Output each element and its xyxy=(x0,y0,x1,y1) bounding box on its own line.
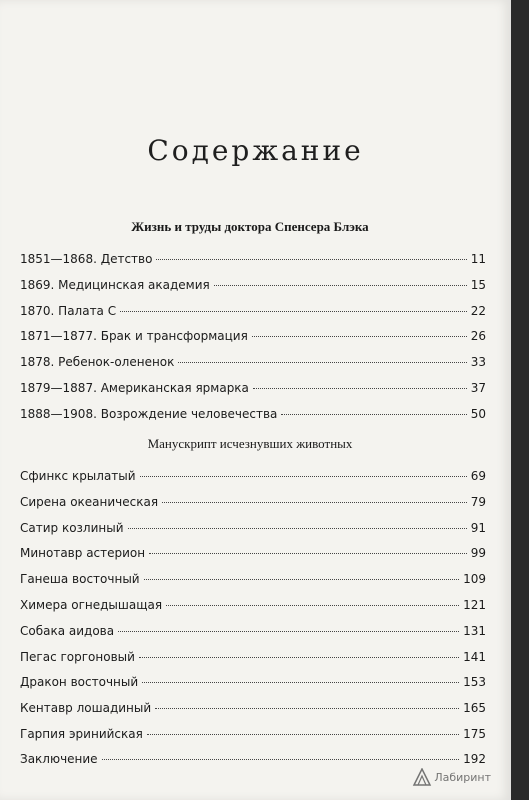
dot-leader xyxy=(142,682,459,683)
toc-entry-page: 121 xyxy=(463,597,486,612)
toc-entry xyxy=(20,521,486,547)
toc-entry-label: Сатир козлиный xyxy=(20,520,124,535)
toc-entry-page: 165 xyxy=(463,701,486,716)
toc-entry-page: 50 xyxy=(470,406,486,421)
toc-entry-label: Гарпия эринийская xyxy=(20,726,143,741)
toc-entry xyxy=(20,701,486,727)
toc-entry xyxy=(20,329,486,355)
dot-leader xyxy=(128,528,467,529)
page-title: Содержание xyxy=(147,134,364,167)
toc-entry xyxy=(20,355,486,381)
dot-leader xyxy=(149,553,467,554)
toc-entry-page: 69 xyxy=(470,469,486,483)
toc-entry-label: Дракон восточный xyxy=(20,675,139,690)
watermark-text: Лабиринт xyxy=(434,770,491,784)
toc-entry-label: Пегас горгоновый xyxy=(20,649,135,664)
toc-entry-label: 1851—1868. Детство xyxy=(20,252,153,266)
labirint-watermark xyxy=(412,768,491,786)
toc-entry-label: 1888—1908. Возрождение человечества xyxy=(20,406,278,421)
dot-leader xyxy=(156,259,466,260)
toc-entry xyxy=(20,598,486,624)
toc-entry xyxy=(20,727,486,753)
toc-entry-label: 1878. Ребенок-олененок xyxy=(20,355,175,370)
dot-leader xyxy=(281,414,466,415)
toc-entry-page: 153 xyxy=(463,675,486,690)
dot-leader xyxy=(162,502,467,503)
toc-entry xyxy=(20,495,486,521)
toc-entry-page: 22 xyxy=(470,303,486,318)
toc-entry-page: 99 xyxy=(470,546,486,561)
toc-entry xyxy=(20,304,486,330)
dot-leader xyxy=(140,476,467,477)
toc-section-biography xyxy=(20,252,486,433)
toc-entry-page: 109 xyxy=(463,572,486,587)
section-heading-manuscript: Манускрипт исчезнувших животных xyxy=(147,436,353,451)
toc-entry xyxy=(20,469,486,495)
toc-entry-label: 1871—1877. Брак и трансформация xyxy=(20,329,248,344)
toc-entry-label: Минотавр астерион xyxy=(20,546,146,561)
labirint-logo-icon xyxy=(412,768,432,786)
toc-entry-page: 91 xyxy=(470,520,486,535)
dot-leader xyxy=(102,759,460,760)
toc-entry-page: 141 xyxy=(463,649,486,664)
dot-leader xyxy=(166,605,459,606)
toc-entry-label: Сфинкс крылатый xyxy=(20,469,136,483)
toc-entry-page: 131 xyxy=(463,623,486,638)
toc-entry xyxy=(20,675,486,701)
toc-entry xyxy=(20,572,486,598)
dot-leader xyxy=(139,657,459,658)
toc-entry-page: 33 xyxy=(470,355,486,370)
toc-entry-label: Ганеша восточный xyxy=(20,572,140,587)
toc-entry xyxy=(20,407,486,433)
toc-entry-page: 26 xyxy=(470,329,486,344)
toc-entry xyxy=(20,252,486,278)
dot-leader xyxy=(214,285,467,286)
toc-entry xyxy=(20,624,486,650)
toc-entry-label: Химера огнедышащая xyxy=(20,597,163,612)
toc-entry-label: Сирена океаническая xyxy=(20,494,159,509)
toc-entry xyxy=(20,546,486,572)
toc-entry-page: 15 xyxy=(470,277,486,292)
toc-entry-page: 79 xyxy=(470,494,486,509)
toc-entry-label: Кентавр лошадиный xyxy=(20,701,152,716)
toc-entry xyxy=(20,381,486,407)
dot-leader xyxy=(144,579,459,580)
dot-leader xyxy=(120,311,467,312)
toc-entry-page: 192 xyxy=(463,752,486,766)
section-heading-biography: Жизнь и труды доктора Спенсера Блэка xyxy=(131,219,369,234)
dot-leader xyxy=(178,362,466,363)
dot-leader xyxy=(252,336,467,337)
toc-entry-page: 175 xyxy=(463,726,486,741)
toc-entry xyxy=(20,650,486,676)
toc-entry-page: 11 xyxy=(470,252,486,266)
dot-leader xyxy=(155,708,459,709)
dot-leader xyxy=(118,631,459,632)
dot-leader xyxy=(147,734,459,735)
toc-entry-label: Заключение xyxy=(20,752,98,766)
toc-entry-label: 1870. Палата С xyxy=(20,303,117,318)
toc-section-manuscript xyxy=(20,469,486,753)
toc-entry xyxy=(20,278,486,304)
dot-leader xyxy=(253,388,467,389)
toc-entry-label: 1879—1887. Американская ярмарка xyxy=(20,380,249,395)
toc-entry-label: 1869. Медицинская академия xyxy=(20,277,210,292)
toc-entry-label: Собака аидова xyxy=(20,623,115,638)
toc-entry-page: 37 xyxy=(470,380,486,395)
